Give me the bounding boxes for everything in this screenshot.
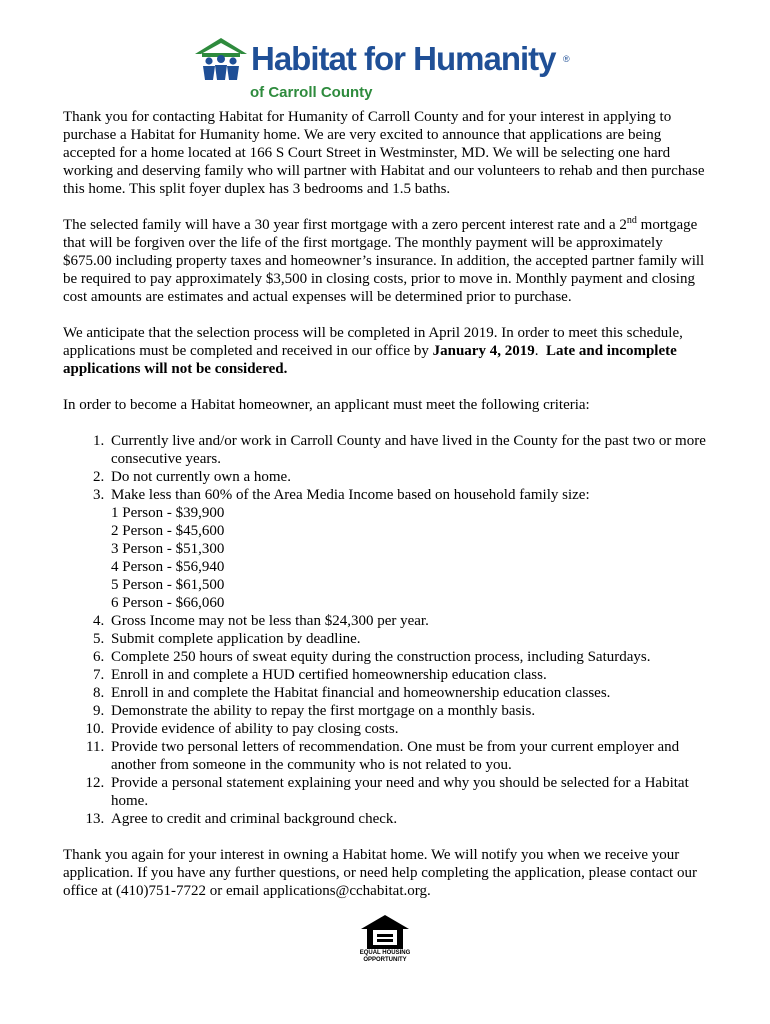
schedule-text-2: . bbox=[534, 343, 546, 359]
criteria-item: 1. Currently live and/or work in Carroll County and have lived in the County for the past two or more consecutive years. bbox=[108, 432, 713, 468]
equal-housing-line2: OPPORTUNITY bbox=[363, 957, 407, 963]
criteria-item: 5. Submit complete application by deadline. bbox=[108, 630, 713, 648]
criteria-item bbox=[108, 486, 713, 612]
registered-mark: ® bbox=[563, 54, 570, 64]
schedule-paragraph bbox=[63, 324, 713, 378]
criteria-list bbox=[63, 432, 713, 828]
income-limit-row: 2 Person - $45,600 bbox=[111, 523, 225, 539]
letter-body bbox=[63, 108, 713, 918]
criteria-item: 12. Provide a personal statement explaining your need and why you should be selected for a Habitat home. bbox=[108, 774, 713, 810]
ordinal-suffix: nd bbox=[626, 215, 637, 226]
criteria-item: 8. Enroll in and complete the Habitat financial and homeownership education classes. bbox=[108, 684, 713, 702]
schedule-text-1: We anticipate that the selection process will be completed in April 2019. In order to meet this schedule, applications must be completed and received in our office by bbox=[63, 325, 683, 359]
equal-housing-house-icon bbox=[359, 914, 411, 950]
equal-housing-logo bbox=[359, 914, 411, 970]
criteria-item: 11. Provide two personal letters of recommendation. One must be from your current employer and another from someone in the community who is not related to you. bbox=[108, 738, 713, 774]
org-name: Habitat for Humanity bbox=[251, 40, 556, 77]
chapter-name: of Carroll County bbox=[250, 84, 373, 101]
income-limit-row: 1 Person - $39,900 bbox=[111, 505, 225, 521]
criteria-item-text: Make less than 60% of the Area Media Income based on household family size: bbox=[111, 487, 590, 503]
habitat-house-people-icon bbox=[193, 36, 249, 80]
mortgage-text-2: mortgage that will be forgiven over the life of the first mortgage. The monthly payment will be approximately $675.00 including property taxes and homeowner’s insurance. In addition, the accepted partner family will be required to pay approximately $3,500 in closing costs, prior to move in. Monthly payment and closing cost amounts are estimates and actual expenses will be determined prior to purchase. bbox=[63, 217, 705, 305]
habitat-logo bbox=[193, 34, 573, 106]
late-warning: Late and incomplete applications will not be considered. bbox=[63, 343, 677, 377]
equal-housing-line1: EQUAL HOUSING bbox=[359, 950, 411, 956]
equal-housing-text bbox=[359, 950, 411, 964]
income-limit-row: 3 Person - $51,300 bbox=[111, 541, 225, 557]
criteria-item: 13. Agree to credit and criminal background check. bbox=[108, 810, 713, 828]
mortgage-paragraph bbox=[63, 216, 713, 306]
intro-paragraph: Thank you for contacting Habitat for Humanity of Carroll County and for your interest in applying to purchase a Habitat for Humanity home. We are very excited to announce that applications are being accepted for a home located at 166 S Court Street in Westminster, MD. We will be selecting one hard working and deserving family who will partner with Habitat and our volunteers to rehab and then purchase this home. This split foyer duplex has 3 bedrooms and 1.5 baths. bbox=[63, 109, 705, 197]
income-limit-row: 6 Person - $66,060 bbox=[111, 595, 225, 611]
criteria-item: 4. Gross Income may not be less than $24,300 per year. bbox=[108, 612, 713, 630]
criteria-item: 10. Provide evidence of ability to pay closing costs. bbox=[108, 720, 713, 738]
criteria-item: 6. Complete 250 hours of sweat equity during the construction process, including Saturdays. bbox=[108, 648, 713, 666]
income-limits bbox=[111, 504, 713, 612]
criteria-item: 2. Do not currently own a home. bbox=[108, 468, 713, 486]
criteria-item: 7. Enroll in and complete a HUD certified homeownership education class. bbox=[108, 666, 713, 684]
income-limit-row: 4 Person - $56,940 bbox=[111, 559, 225, 575]
criteria-item: 9. Demonstrate the ability to repay the first mortgage on a monthly basis. bbox=[108, 702, 713, 720]
deadline-date: January 4, 2019 bbox=[432, 343, 535, 359]
criteria-intro: In order to become a Habitat homeowner, an applicant must meet the following criteria: bbox=[63, 397, 590, 413]
income-limit-row: 5 Person - $61,500 bbox=[111, 577, 225, 593]
mortgage-text-1: The selected family will have a 30 year first mortgage with a zero percent interest rate and a 2 bbox=[63, 217, 627, 233]
closing-paragraph: Thank you again for your interest in owning a Habitat home. We will notify you when we receive your application. If you have any further questions, or need help completing the application, please contact our office at (410)751-7722 or email applications@cchabitat.org. bbox=[63, 847, 697, 899]
